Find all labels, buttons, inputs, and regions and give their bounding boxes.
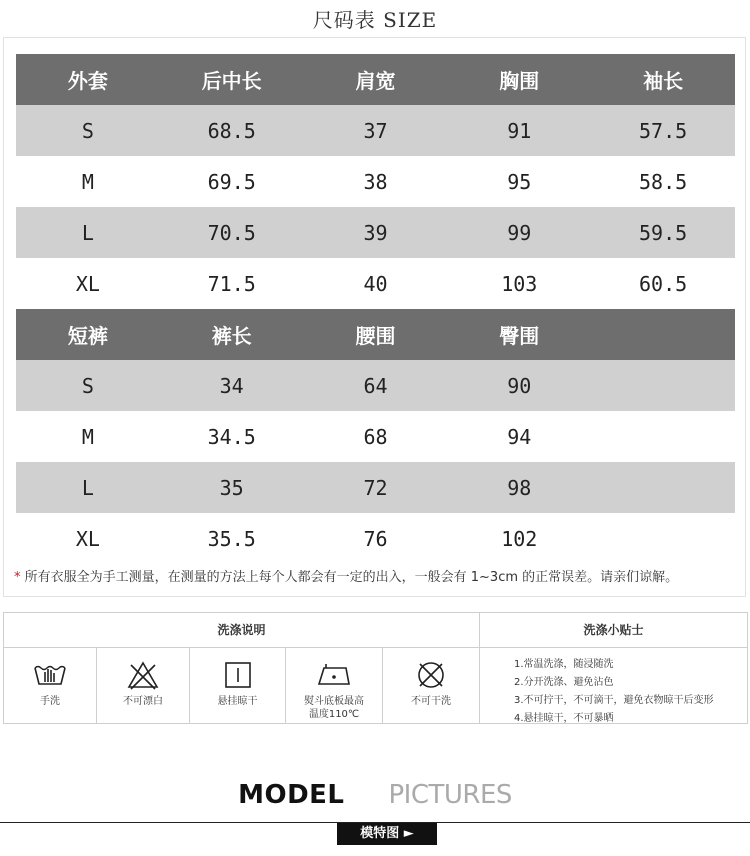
measurement-note [14,566,678,585]
table-cell: 68.5 [160,105,304,156]
care-tips-title: 洗涤小贴士 [480,613,747,648]
table-row [16,156,735,207]
care-panel [3,612,748,724]
table-cell: 90 [447,360,591,411]
care-item [4,648,97,723]
table-cell: 95 [447,156,591,207]
table-cell: 37 [304,105,448,156]
table-cell: M [16,156,160,207]
shorts-header-row [16,309,735,360]
hang-dry-icon [220,660,256,690]
table-cell: 34.5 [160,411,304,462]
header-cell: 外套 [16,54,160,105]
table-cell: M [16,411,160,462]
table-row [16,462,735,513]
table-cell: 72 [304,462,448,513]
table-cell: 64 [304,360,448,411]
header-cell-empty [591,309,735,360]
header-cell: 裤长 [160,309,304,360]
table-cell: 60.5 [591,258,735,309]
care-item-label: 不可漂白 [123,696,163,707]
care-item-label: 熨斗底板最高 温度110℃ [304,696,364,720]
header-cell: 胸围 [447,54,591,105]
header-cell: 短裤 [16,309,160,360]
care-tips [480,613,747,723]
table-cell: 35.5 [160,513,304,564]
model-pictures-heading [0,780,750,810]
table-cell: 69.5 [160,156,304,207]
table-cell: 102 [447,513,591,564]
page-title: 尺码表 SIZE [312,8,438,32]
note-text: 所有衣服全为手工测量，在测量的方法上每个人都会有一定的出入，一般会有 1~3cm 的正常误差。请亲们谅解。 [24,570,679,585]
header-cell: 腰围 [304,309,448,360]
table-cell-empty [591,513,735,564]
table-row [16,513,735,564]
table-cell: 57.5 [591,105,735,156]
table-cell: S [16,105,160,156]
model-word: MODEL [238,780,345,810]
iron-icon [316,660,352,690]
care-item [286,648,383,723]
table-cell: 58.5 [591,156,735,207]
table-cell: 34 [160,360,304,411]
table-cell: 35 [160,462,304,513]
no-dry-clean-icon [413,660,449,690]
table-row [16,258,735,309]
pictures-word: PICTURES [388,780,512,810]
table-cell: 99 [447,207,591,258]
table-cell-empty [591,462,735,513]
table-cell: 94 [447,411,591,462]
header-cell: 肩宽 [304,54,448,105]
care-item-label: 不可干洗 [411,696,451,707]
care-instructions-title: 洗涤说明 [4,613,479,648]
table-cell: 38 [304,156,448,207]
care-icon-row [4,648,479,723]
table-cell: 98 [447,462,591,513]
header-cell: 后中长 [160,54,304,105]
table-cell: 40 [304,258,448,309]
no-bleach-icon [125,660,161,690]
table-cell: XL [16,513,160,564]
care-tips-list [480,648,747,728]
table-cell: XL [16,258,160,309]
table-cell: L [16,462,160,513]
list-item: 2.分开洗涤、避免沾色 [514,677,614,688]
care-item [97,648,190,723]
list-item: 3.不可拧干，不可滴干，避免衣物晾干后变形 [514,695,714,706]
asterisk: * [14,570,21,585]
table-cell: 39 [304,207,448,258]
care-instructions [4,613,480,723]
table-cell: 70.5 [160,207,304,258]
table-cell: L [16,207,160,258]
table-cell: 103 [447,258,591,309]
table-row [16,360,735,411]
table-row [16,105,735,156]
model-pictures-tag: 模特图 ► [337,823,437,845]
size-table [16,54,735,564]
table-cell: 76 [304,513,448,564]
table-cell: 91 [447,105,591,156]
care-item [190,648,286,723]
jacket-header-row [16,54,735,105]
hand-wash-icon [32,660,68,690]
table-cell-empty [591,360,735,411]
table-cell: 59.5 [591,207,735,258]
header-cell: 臀围 [447,309,591,360]
care-item-label: 手洗 [40,696,60,707]
table-cell: 68 [304,411,448,462]
table-cell: 71.5 [160,258,304,309]
table-row [16,207,735,258]
care-item [383,648,479,723]
header-cell: 袖长 [591,54,735,105]
table-cell: S [16,360,160,411]
list-item: 4.悬挂晾干，不可暴晒 [514,713,614,724]
care-item-label: 悬挂晾干 [217,696,258,707]
list-item: 1.常温洗涤，随浸随洗 [514,659,614,670]
table-row [16,411,735,462]
table-cell-empty [591,411,735,462]
